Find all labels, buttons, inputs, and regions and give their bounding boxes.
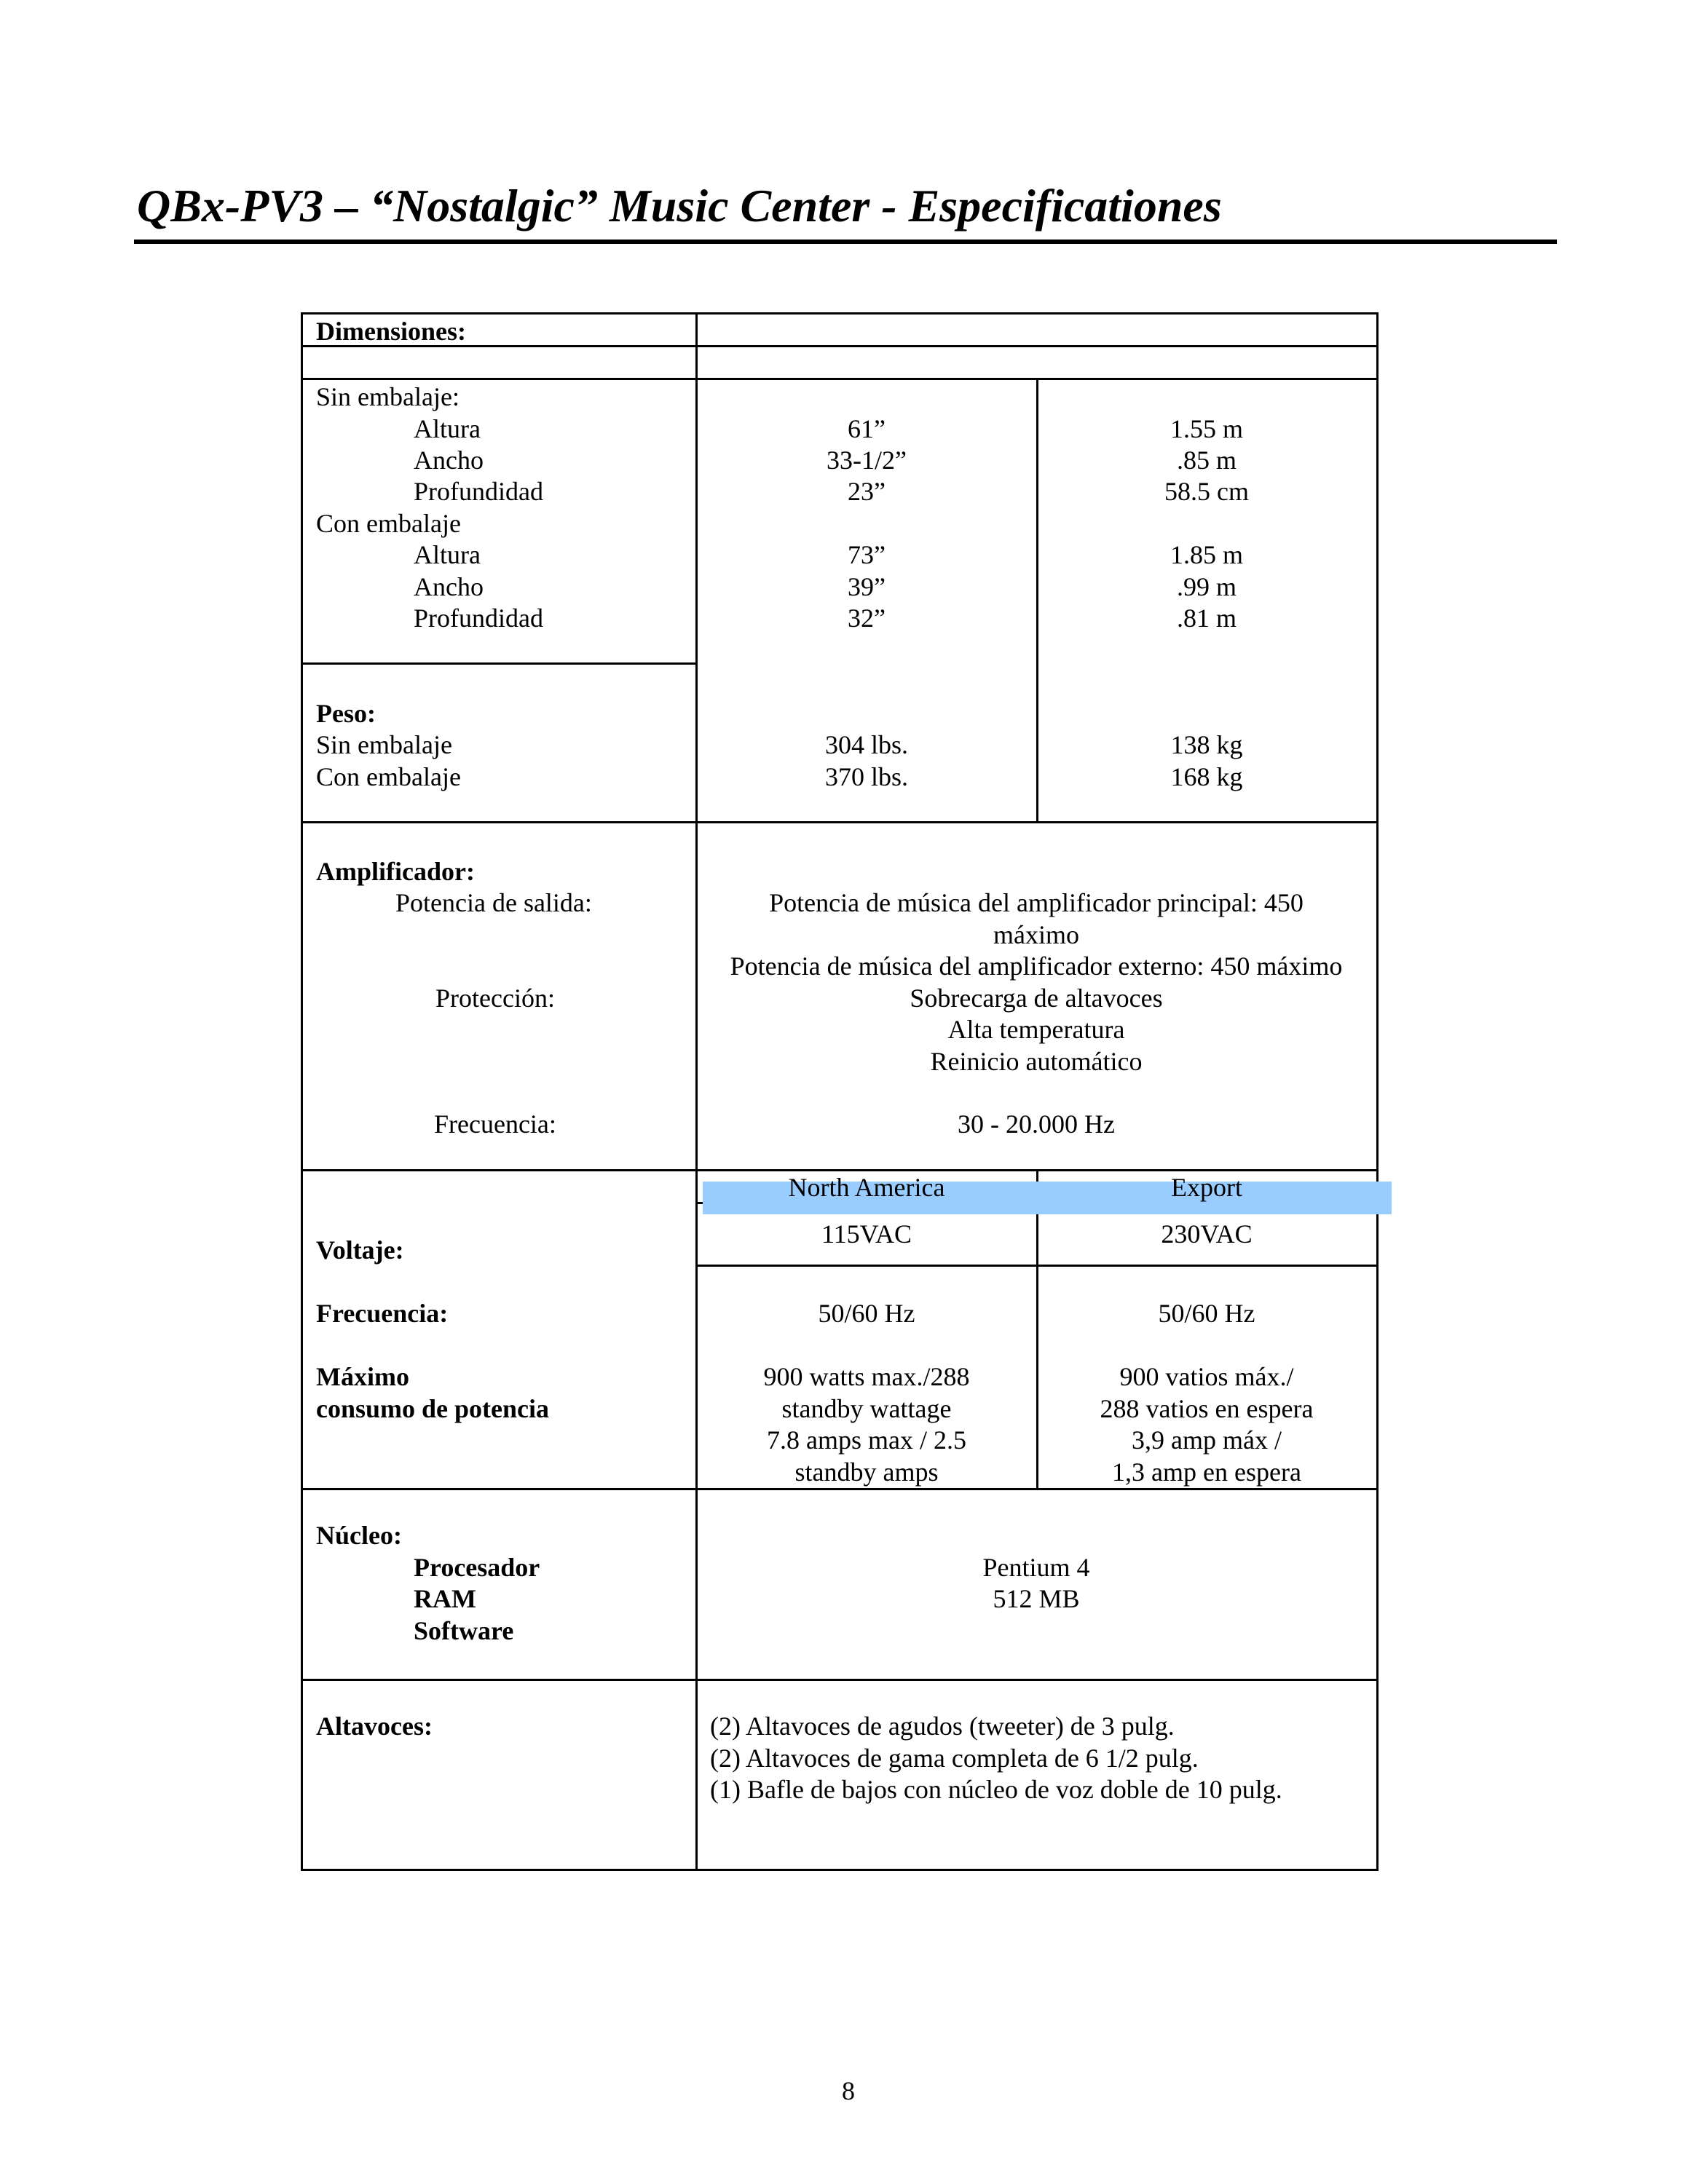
table-rule xyxy=(301,1488,1379,1490)
consumo-na-line: 7.8 amps max / 2.5 xyxy=(767,1425,966,1455)
title-underline xyxy=(134,240,1557,244)
procesador-label: Procesador xyxy=(414,1553,540,1582)
ram-label: RAM xyxy=(414,1584,476,1613)
peso-metric: 138 kg xyxy=(1170,730,1243,759)
table-rule xyxy=(301,378,1379,380)
dim-label: Altura xyxy=(414,540,481,569)
dim-metric: 1.85 m xyxy=(1170,540,1244,569)
table-divider-region xyxy=(1036,1171,1038,1489)
sin-embalaje-label: Sin embalaje: xyxy=(316,382,460,411)
consumo-export-line: 288 vatios en espera xyxy=(1100,1394,1314,1423)
dim-metric: 1.55 m xyxy=(1170,414,1244,443)
potencia-line: Potencia de música del amplificador externo: 450 máximo xyxy=(730,951,1343,981)
page-number: 8 xyxy=(842,2076,855,2105)
potencia-label: Potencia de salida: xyxy=(395,888,592,917)
consumo-export-line: 1,3 amp en espera xyxy=(1112,1457,1301,1487)
voltaje-label: Voltaje: xyxy=(316,1235,404,1265)
consumo-na-line: standby wattage xyxy=(781,1394,952,1423)
proteccion-line: Alta temperatura xyxy=(947,1015,1125,1044)
table-rule xyxy=(301,821,1379,823)
consumo-export-line: 900 vatios máx./ xyxy=(1119,1362,1294,1391)
consumo-export-line: 3,9 amp máx / xyxy=(1132,1425,1282,1455)
proteccion-line: Sobrecarga de altavoces xyxy=(910,984,1163,1013)
voltaje-na: 115VAC xyxy=(821,1219,912,1249)
table-divider-label xyxy=(695,312,698,1871)
table-rule xyxy=(695,1265,1379,1267)
nucleo-heading: Núcleo: xyxy=(316,1521,402,1550)
dim-metric: .81 m xyxy=(1176,604,1237,633)
dim-label: Profundidad xyxy=(414,604,543,633)
dim-label: Altura xyxy=(414,414,481,443)
column-header-north-america: North America xyxy=(788,1173,945,1202)
dim-metric: .99 m xyxy=(1176,572,1237,601)
table-divider-units xyxy=(1036,378,1038,823)
peso-label: Sin embalaje xyxy=(316,730,452,759)
dim-imperial: 73” xyxy=(848,540,886,569)
frecuencia-na: 50/60 Hz xyxy=(818,1299,915,1328)
dim-imperial: 32” xyxy=(848,604,886,633)
altavoces-line: (2) Altavoces de gama completa de 6 1/2 pulg. xyxy=(710,1744,1199,1773)
table-rule xyxy=(301,1679,1379,1681)
table-rule xyxy=(301,662,698,665)
consumo-label: consumo de potencia xyxy=(316,1394,550,1423)
dim-metric: 58.5 cm xyxy=(1164,477,1249,506)
table-border-top xyxy=(301,312,1379,314)
dim-imperial: 39” xyxy=(848,572,886,601)
amp-frecuencia-label: Frecuencia: xyxy=(434,1109,556,1139)
dim-imperial: 61” xyxy=(848,414,886,443)
amplificador-heading: Amplificador: xyxy=(316,857,475,886)
consumo-na-line: 900 watts max./288 xyxy=(763,1362,970,1391)
dim-metric: .85 m xyxy=(1176,446,1237,475)
voltaje-export: 230VAC xyxy=(1161,1219,1253,1249)
ram-value: 512 MB xyxy=(993,1584,1080,1613)
peso-metric: 168 kg xyxy=(1170,762,1243,791)
potencia-line: Potencia de música del amplificador principal: 450 xyxy=(769,888,1304,917)
proteccion-line: Reinicio automático xyxy=(930,1047,1143,1076)
proteccion-label: Protección: xyxy=(435,984,555,1013)
dim-label: Ancho xyxy=(414,572,484,601)
table-border-bottom xyxy=(301,1869,1379,1871)
dim-label: Profundidad xyxy=(414,477,543,506)
dim-imperial: 33-1/2” xyxy=(827,446,907,475)
consumo-na-line: standby amps xyxy=(794,1457,939,1487)
con-embalaje-label: Con embalaje xyxy=(316,509,461,538)
column-header-export: Export xyxy=(1171,1173,1242,1202)
maximo-label: Máximo xyxy=(316,1362,409,1391)
dim-imperial: 23” xyxy=(848,477,886,506)
peso-label: Con embalaje xyxy=(316,762,461,791)
peso-imperial: 370 lbs. xyxy=(824,762,909,791)
frecuencia-label: Frecuencia: xyxy=(316,1299,449,1328)
dimensiones-heading: Dimensiones: xyxy=(316,317,466,346)
peso-heading: Peso: xyxy=(316,699,376,728)
peso-imperial: 304 lbs. xyxy=(824,730,909,759)
altavoces-line: (1) Bafle de bajos con núcleo de voz doble de 10 pulg. xyxy=(710,1775,1282,1804)
dim-label: Ancho xyxy=(414,446,484,475)
potencia-line: máximo xyxy=(993,920,1079,949)
table-border-left xyxy=(301,312,303,1871)
altavoces-heading: Altavoces: xyxy=(316,1712,433,1741)
table-border-right xyxy=(1376,312,1379,1871)
altavoces-line: (2) Altavoces de agudos (tweeter) de 3 pulg. xyxy=(710,1712,1175,1741)
procesador-value: Pentium 4 xyxy=(982,1553,1090,1582)
amp-frecuencia-value: 30 - 20.000 Hz xyxy=(958,1109,1115,1139)
page-title: QBx-PV3 – “Nostalgic” Music Center - Especificationes xyxy=(137,180,1222,232)
frecuencia-export: 50/60 Hz xyxy=(1158,1299,1255,1328)
software-label: Software xyxy=(414,1616,514,1645)
